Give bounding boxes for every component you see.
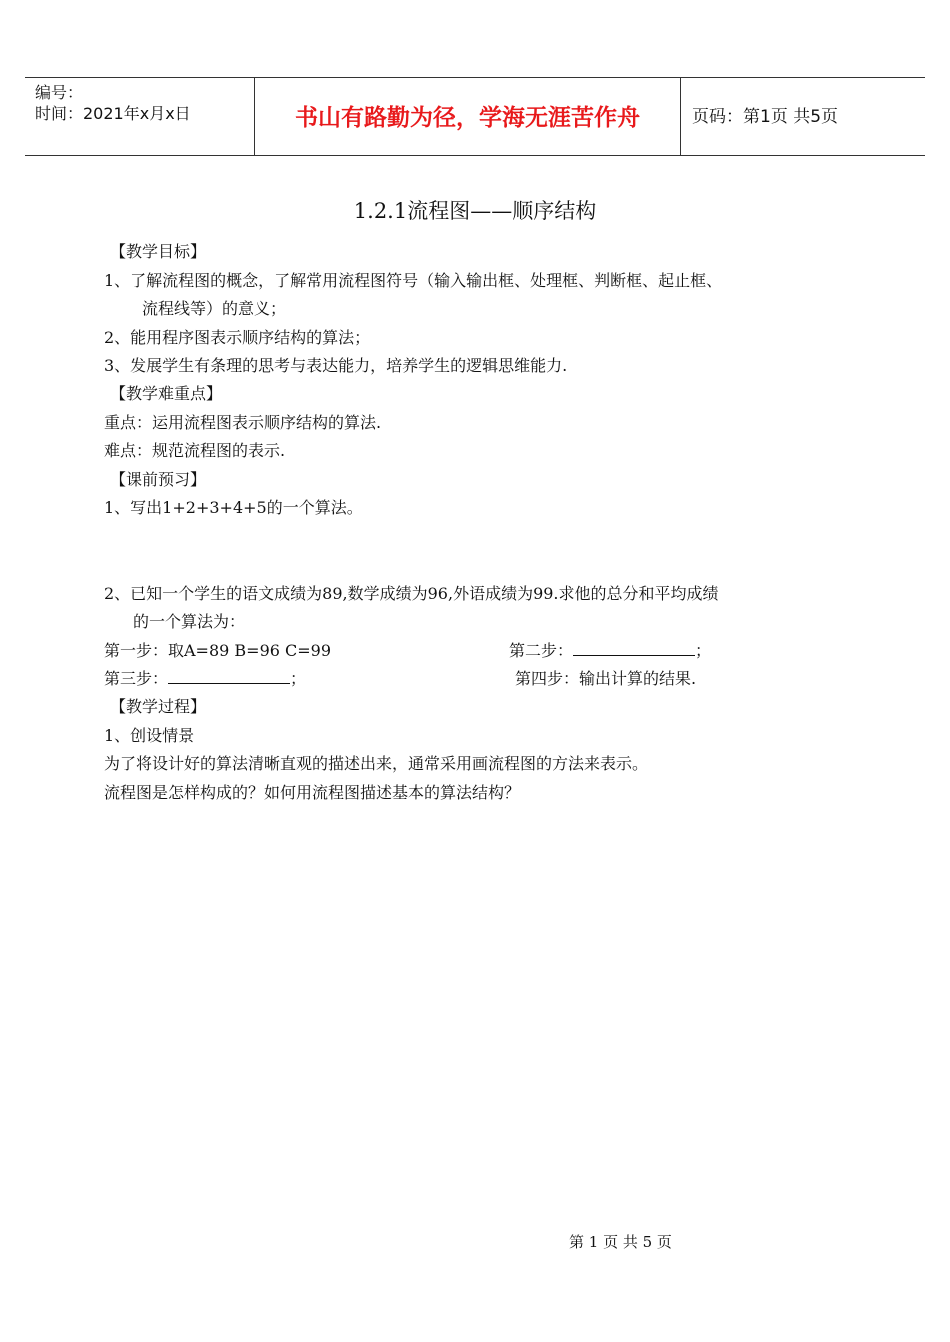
key-point: 重点：运用流程图表示顺序结构的算法. [104, 413, 382, 432]
step-3-answer-blank[interactable] [168, 669, 290, 684]
difficulty-heading: 【教学难重点】 [110, 384, 223, 403]
header-info-cell [25, 78, 254, 155]
goal-1-line-2: 流程线等）的意义； [142, 299, 287, 318]
step-2-label: 第二步： [509, 641, 574, 660]
preview-heading: 【课前预习】 [110, 470, 207, 489]
page-footer: 第 1 页 共 5 页 [569, 1233, 672, 1251]
step-1: 第一步：取A=89 B=96 C=99 [104, 641, 332, 660]
process-item-1: 1、创设情景 [104, 726, 195, 745]
difficult-point: 难点：规范流程图的表示. [104, 441, 286, 460]
document-number-label: 编号： [35, 83, 84, 102]
step-3-end: ； [290, 669, 307, 688]
preview-question-2-line-2: 的一个算法为： [133, 612, 246, 631]
step-3-label: 第三步： [104, 669, 169, 688]
goal-2: 2、能用程序图表示顺序结构的算法； [104, 328, 371, 347]
motto-text: 书山有路勤为径，学海无涯苦作舟 [295, 105, 640, 131]
goals-heading: 【教学目标】 [110, 242, 207, 261]
page-info: 页码：第1页 共5页 [692, 107, 839, 127]
goal-1-line-1: 1、了解流程图的概念，了解常用流程图符号（输入输出框、处理框、判断框、起止框、 [104, 271, 723, 290]
page-title: 1.2.1流程图——顺序结构 [353, 199, 597, 223]
step-4: 第四步：输出计算的结果. [515, 669, 697, 688]
process-text-2: 流程图是怎样构成的？如何用流程图描述基本的算法结构？ [104, 783, 521, 802]
step-3 [104, 668, 306, 690]
document-time-label: 时间：2021年x月x日 [35, 104, 191, 123]
step-2-end: ； [695, 641, 712, 660]
preview-question-2-line-1: 2、已知一个学生的语文成绩为89,数学成绩为96,外语成绩为99.求他的总分和平均成绩 [104, 584, 719, 603]
process-heading: 【教学过程】 [110, 697, 207, 716]
header-page-cell [680, 78, 925, 155]
header-motto-cell [254, 78, 681, 155]
document-header [25, 77, 925, 156]
process-text-1: 为了将设计好的算法清晰直观的描述出来，通常采用画流程图的方法来表示。 [104, 754, 649, 773]
goal-3: 3、发展学生有条理的思考与表达能力，培养学生的逻辑思维能力. [104, 356, 568, 375]
step-2-answer-blank[interactable] [573, 641, 695, 656]
step-2 [509, 640, 711, 662]
preview-question-1: 1、写出1+2+3+4+5的一个算法。 [104, 498, 363, 517]
